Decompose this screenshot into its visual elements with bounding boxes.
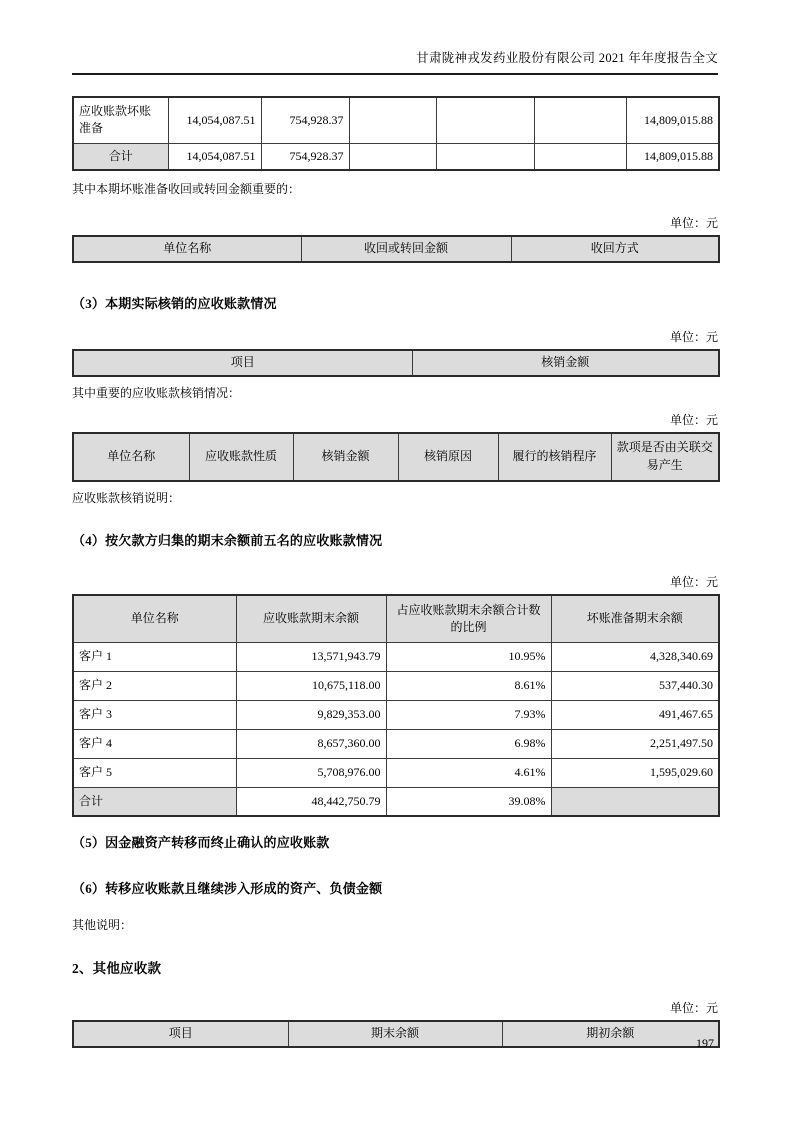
table-header-row — [73, 236, 719, 262]
table-cell: 客户 5 — [73, 758, 236, 787]
table-cell: 4.61% — [386, 758, 551, 787]
section-other-receivables-heading: 2、其他应收款 — [72, 961, 162, 977]
table-header-cell: 单位名称 — [73, 595, 236, 642]
writeoff-detail-table — [72, 432, 720, 482]
table-header-cell: 应收账款期末余额 — [236, 595, 386, 642]
recovery-table — [72, 235, 720, 263]
unit-label: 单位：元 — [669, 575, 718, 590]
table-header-cell: 期初余额 — [502, 1021, 719, 1047]
table-cell: 2,251,497.50 — [551, 729, 719, 758]
other-receivables-table — [72, 1020, 720, 1048]
note-writeoff-important: 其中重要的应收账款核销情况： — [72, 385, 241, 400]
table-cell: 10.95% — [386, 642, 551, 671]
note-writeoff-desc: 应收账款核销说明： — [72, 490, 181, 505]
table-header-cell: 收回方式 — [511, 236, 719, 262]
table-header-cell: 款项是否由关联交易产生 — [611, 433, 719, 481]
table-header-cell: 单位名称 — [73, 236, 301, 262]
table-cell: 537,440.30 — [551, 671, 719, 700]
table-cell — [436, 143, 534, 170]
table-header-row — [73, 595, 719, 642]
table-header-cell: 核销金额 — [412, 350, 719, 376]
table-cell: 14,054,087.51 — [168, 143, 261, 170]
unit-label: 单位：元 — [669, 1001, 718, 1016]
table-header-row — [73, 350, 719, 376]
table-cell — [551, 787, 719, 816]
bad-debt-carryover-table — [72, 96, 720, 171]
table-cell: 48,442,750.79 — [236, 787, 386, 816]
table-cell: 13,571,943.79 — [236, 642, 386, 671]
table-cell: 客户 4 — [73, 729, 236, 758]
table-cell: 754,928.37 — [261, 143, 349, 170]
unit-label: 单位：元 — [669, 412, 718, 427]
table-cell: 39.08% — [386, 787, 551, 816]
table-cell — [349, 97, 436, 143]
table-header-cell: 核销金额 — [293, 433, 398, 481]
table-cell: 1,595,029.60 — [551, 758, 719, 787]
table-cell — [534, 143, 626, 170]
top5-receivables-table — [72, 594, 720, 817]
table-cell: 6.98% — [386, 729, 551, 758]
table-cell: 合计 — [73, 787, 236, 816]
table-cell: 客户 2 — [73, 671, 236, 700]
table-cell: 合计 — [73, 143, 168, 170]
table-cell: 客户 3 — [73, 700, 236, 729]
table-cell: 9,829,353.00 — [236, 700, 386, 729]
table-cell: 754,928.37 — [261, 97, 349, 143]
table-cell: 8.61% — [386, 671, 551, 700]
writeoff-table — [72, 349, 720, 377]
table-cell: 14,809,015.88 — [626, 97, 719, 143]
table-cell: 8,657,360.00 — [236, 729, 386, 758]
table-header-cell: 应收账款性质 — [189, 433, 293, 481]
table-cell: 14,054,087.51 — [168, 97, 261, 143]
unit-label: 单位：元 — [669, 215, 718, 230]
table-cell — [534, 97, 626, 143]
table-cell: 5,708,976.00 — [236, 758, 386, 787]
table-header-cell: 核销原因 — [398, 433, 498, 481]
table-row-total — [73, 143, 719, 170]
table-header-cell: 履行的核销程序 — [498, 433, 611, 481]
table-row-customer-4 — [73, 729, 719, 758]
table-header-row — [73, 433, 719, 481]
table-row-customer-2 — [73, 671, 719, 700]
table-cell: 4,328,340.69 — [551, 642, 719, 671]
table-header-cell: 收回或转回金额 — [301, 236, 511, 262]
table-row — [73, 97, 719, 143]
table-cell: 491,467.65 — [551, 700, 719, 729]
table-header-cell: 期末余额 — [288, 1021, 502, 1047]
table-row-customer-5 — [73, 758, 719, 787]
table-cell: 7.93% — [386, 700, 551, 729]
table-cell — [436, 97, 534, 143]
note-other-desc: 其他说明： — [72, 918, 133, 933]
section-4-heading: （4）按欠款方归集的期末余额前五名的应收账款情况 — [72, 533, 383, 549]
table-cell: 14,809,015.88 — [626, 143, 719, 170]
table-row-total — [73, 787, 719, 816]
table-row-customer-3 — [73, 700, 719, 729]
table-header-cell: 坏账准备期末余额 — [551, 595, 719, 642]
table-row-customer-1 — [73, 642, 719, 671]
table-cell: 10,675,118.00 — [236, 671, 386, 700]
page-number: 197 — [696, 1036, 714, 1050]
unit-label: 单位：元 — [669, 329, 718, 344]
table-header-cell: 项目 — [73, 1021, 288, 1047]
table-header-cell: 占应收账款期末余额合计数的比例 — [386, 595, 551, 642]
document-header-title: 甘肃陇神戎发药业股份有限公司 2021 年年度报告全文 — [72, 48, 718, 75]
table-cell: 应收账款坏账准备 — [73, 97, 168, 143]
note-recovery-important: 其中本期坏账准备收回或转回金额重要的： — [72, 182, 301, 196]
section-5-heading: （5）因金融资产转移而终止确认的应收账款 — [72, 835, 330, 851]
table-header-row — [73, 1021, 719, 1047]
section-3-heading: （3）本期实际核销的应收账款情况 — [72, 295, 277, 311]
table-cell: 客户 1 — [73, 642, 236, 671]
table-header-cell: 单位名称 — [73, 433, 189, 481]
table-cell — [349, 143, 436, 170]
section-6-heading: （6）转移应收账款且继续涉入形成的资产、负债金额 — [72, 881, 383, 897]
table-header-cell: 项目 — [73, 350, 412, 376]
